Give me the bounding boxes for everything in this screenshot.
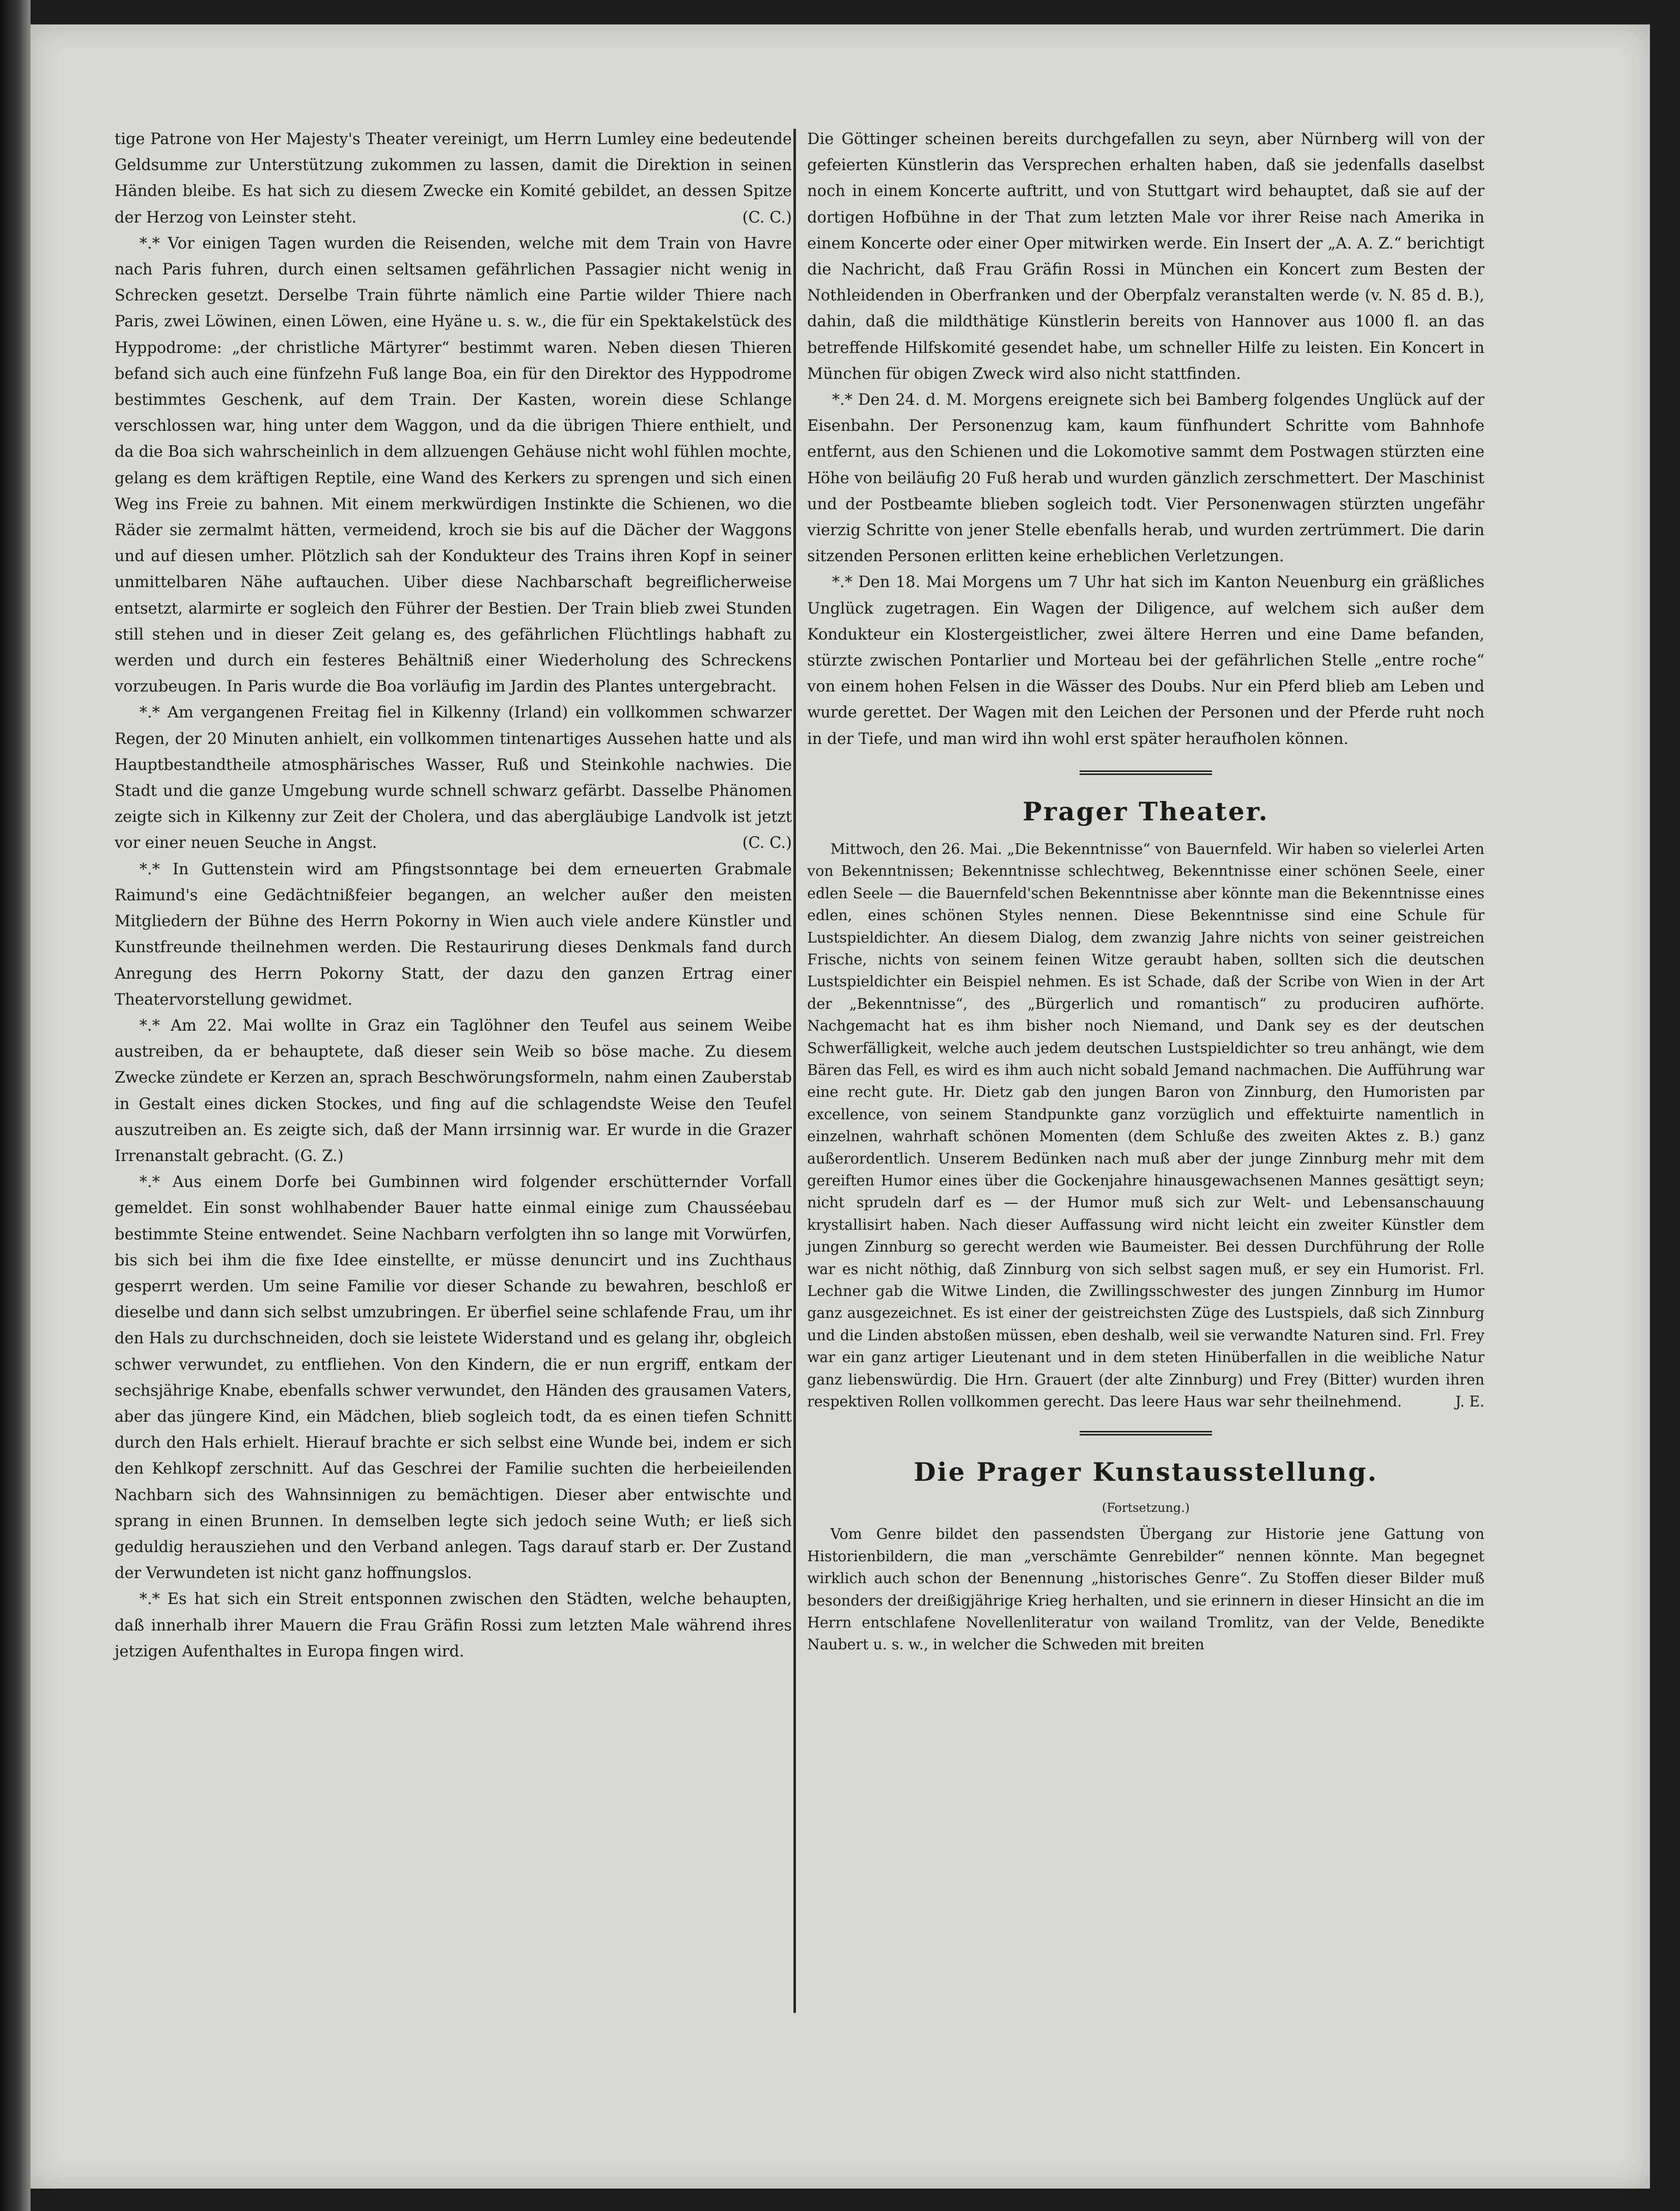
theater-review: Mittwoch, den 26. Mai. „Die Bekenntnisse“ von Bauernfeld. Wir haben so vielerlei Arten von Bekenntnissen; Bekenntnisse schlechtweg, Bekenntnisse einer schönen Seele, einer edlen Seele — die Bauernfeld'schen Bekenntnisse aber könnte man die Bekenntnisse eines edlen, eines schönen Styles nennen. Diese Bekenntnisse sind eine Schule für Lustspieldichter. An diesem Dialog, dem zwanzig Jahre nichts von seiner geistreichen Frische, nichts von seinem feinen Witze geraubt haben, sollten sich die deutschen Lustspieldichter ein Beispiel nehmen. Es ist Schade, daß der Scribe von Wien in der Art der „Bekenntnisse“, des „Bürgerlich und romantisch“ zu produciren aufhörte. Nachgemacht hat es ihm bisher noch Niemand, und Dank sey es der deutschen Schwerfälligkeit, welche auch jedem deutschen Lustspieldichter so treu anhängt, wie dem Bären das Fell, es wird es ihm auch nicht sobald Jemand nachmachen. Die Aufführung war eine recht gute. Hr. Dietz gab den jungen Baron von Zinnburg, den Humoristen par excellence, von seinem Standpunkte ganz vorzüglich und effektuirte namentlich in einzelnen, wahrhaft schönen Momenten (dem Schluße des zweiten Aktes z. B.) ganz außerordentlich. Unserem Bedünken nach muß aber der junge Zinnburg mehr mit dem gereiften Humor eines über die Gockenjahre hinausgewachsenen Mannes gesättigt seyn; nicht sprudeln darf es — der Humor muß sich zur Welt- und Lebensanschauung krystallisirt haben. Nach dieser Auffassung wird nicht leicht ein zweiter Künstler dem jungen Zinnburg so gerecht werden wie Baumeister. Bei dessen Durchführung der Rolle war es nicht nöthig, daß Zinnburg von sich selbst sagen muß, er sey ein Humorist. Frl. Lechner gab die Witwe Linden, die Zwillingsschwester des jungen Zinnburg im Humor ganz ausgezeichnet. Es ist einer der geistreichsten Züge des Lustspiels, daß sich Zinnburg und die Linden abstoßen müssen, eben deshalb, weil sie verwandte Naturen sind. Frl. Frey war ein ganz artiger Lieutenant und in dem steten Hinüberfallen in die weibliche Natur ganz liebenswürdig. Die Hrn. Grauert (der alte Zinnburg) und Frey (Bitter) wurden ihren respektiven Rollen vollkommen gerecht. Das leere Haus war sehr theilnehmend. J. E.	[807, 838, 1484, 1413]
article-paragraph: *.* Am 22. Mai wollte in Graz ein Taglöhner den Teufel aus seinem Weibe austreiben, da er behauptete, daß dieser sein Weib so böse mache. Zu diesem Zwecke zündete er Kerzen an, sprach Beschwörungsformeln, nahm einen Zauberstab in Gestalt eines dicken Stockes, und fing auf die schlagendste Weise den Teufel auszutreiben an. Es zeigte sich, daß der Mann irrsinnig war. Er wurde in die Grazer Irrenanstalt gebracht. (G. Z.)	[115, 1016, 792, 1165]
article-paragraph: *.* In Guttenstein wird am Pfingstsonntage bei dem erneuerten Grabmale Raimund's eine Gedächtnißfeier begangen, an welcher außer den meisten Mitgliedern der Bühne des Herrn Pokorny in Wien auch viele andere Künstler und Kunstfreunde theilnehmen werden. Die Restaurirung dieses Denkmals fand durch Anregung des Herrn Pokorny Statt, der dazu den ganzen Ertrag einer Theatervorstellung gewidmet.	[115, 860, 792, 1009]
section-rule	[1080, 770, 1212, 775]
author-signature: (C. C.)	[742, 834, 792, 852]
author-signature: (C. C.)	[742, 208, 792, 227]
author-signature: J. E.	[1455, 1393, 1484, 1411]
article-paragraph: Die Göttinger scheinen bereits durchgefallen zu seyn, aber Nürnberg will von der gefeierten Künstlerin das Versprechen erhalten haben, daß sie jedenfalls daselbst noch in einem Koncerte auftritt, und von Stuttgart wird behauptet, daß sie auf der dortigen Hofbühne in der That zum letzten Male vor ihrer Reise nach Amerika in einem Koncerte oder einer Oper mitwirken werde. Ein Insert der „A. A. Z.“ berichtigt die Nachricht, daß Frau Gräfin Rossi in München ein Koncert zum Besten der Nothleidenden in Oberfranken und der Oberpfalz veranstalten werde (v. N. 85 d. B.), dahin, daß die mildthätige Künstlerin bereits von Hannover aus 1000 fl. an das betreffende Hilfskomité gesendet habe, um schneller Hilfe zu leisten. Ein Koncert in München für obigen Zweck wird also nicht stattfinden.	[807, 130, 1484, 383]
art-review: Vom Genre bildet den passendsten Übergang zur Historie jene Gattung von Historienbildern, die man „verschämte Genrebilder“ nennen könnte. Man begegnet wirklich auch schon der Benennung „historisches Genre“. Zu Stoffen dieser Bilder muß besonders der dreißigjährige Krieg herhalten, und sie erinnern in dieser Hinsicht an die im Herrn entschlafene Novellenliteratur von wailand Tromlitz, van der Velde, Benedikte Naubert u. s. w., in welcher die Schweden mit breiten	[807, 1526, 1484, 1653]
article-paragraph: *.* Am vergangenen Freitag fiel in Kilkenny (Irland) ein vollkommen schwarzer Regen, der 20 Minuten anhielt, ein vollkommen tintenartiges Aussehen hatte und als Hauptbestandtheile atmosphärisches Wasser, Ruß und Steinkohle nachwies. Die Stadt und die ganze Umgebung wurde schnell schwarz gefärbt. Dasselbe Phänomen zeigte sich in Kilkenny zur Zeit der Cholera, und das abergläubige Landvolk ist jetzt vor einer neuen Seuche in Angst. (C. C.)	[115, 700, 792, 856]
section-rule	[1080, 1431, 1212, 1435]
article-paragraph: *.* Vor einigen Tagen wurden die Reisenden, welche mit dem Train von Havre nach Paris fuhren, durch einen seltsamen gefährlichen Passagier nicht wenig in Schrecken gesetzt. Derselbe Train führte nämlich eine Partie wilder Thiere nach Paris, zwei Löwinen, einen Löwen, eine Hyäne u. s. w., die für ein Spektakelstück des Hyppodrome: „der christliche Märtyrer“ bestimmt waren. Neben diesen Thieren befand sich auch eine fünfzehn Fuß lange Boa, ein für den Direktor des Hyppodrome bestimmtes Geschenk, auf dem Train. Der Kasten, worein diese Schlange verschlossen war, hing unter dem Waggon, und da die übrigen Thiere enthielt, und da die Boa sich wahrscheinlich in dem allzuengen Gehäuse nicht wohl fühlen mochte, gelang es dem kräftigen Reptile, eine Wand des Kerkers zu sprengen und sich einen Weg ins Freie zu bahnen. Mit einem merkwürdigen Instinkte die Schienen, wo die Räder sie zermalmt hätten, vermeidend, kroch sie bis auf die Dächer der Waggons und auf diesen umher. Plötzlich sah der Kondukteur des Trains ihren Kopf in seiner unmittelbaren Nähe auftauchen. Uiber diese Nachbarschaft begreiflicherweise entsetzt, alarmirte er sogleich den Führer der Bestien. Der Train blieb zwei Stunden still stehen und in dieser Zeit gelang es, des gefährlichen Flüchtlings habhaft zu werden und durch ein festeres Behältniß einer Wiederholung des Schreckens vorzubeugen. In Paris wurde die Boa vorläufig im Jardin des Plantes untergebracht.	[115, 234, 792, 696]
section-heading-art-exhibition: Die Prager Kunstausstellung.	[914, 1457, 1378, 1487]
section-subtitle: (Fortsetzung.)	[1101, 1501, 1190, 1515]
newspaper-page	[31, 24, 1650, 2189]
right-column	[807, 126, 1484, 1656]
section-heading-theater: Prager Theater.	[1023, 796, 1269, 826]
column-divider	[793, 129, 796, 2013]
article-paragraph: *.* Es hat sich ein Streit entsponnen zwischen den Städten, welche behaupten, daß innerhalb ihrer Mauern die Frau Gräfin Rossi zum letzten Male während ihres jetzigen Aufenthaltes in Europa fingen wird.	[115, 1590, 792, 1661]
article-paragraph: *.* Aus einem Dorfe bei Gumbinnen wird folgender erschütternder Vorfall gemeldet. Ein sonst wohlhabender Bauer hatte einmal einige zum Chausséebau bestimmte Steine entwendet. Seine Nachbarn verfolgten ihn so lange mit Vorwürfen, bis sich bei ihm die fixe Idee einstellte, er müsse denuncirt und ins Zuchthaus gesperrt werden. Um seine Familie vor dieser Schande zu bewahren, beschloß er dieselbe und dann sich selbst umzubringen. Er überfiel seine schlafende Frau, um ihr den Hals zu durchschneiden, doch sie leistete Widerstand und es gelang ihr, obgleich schwer verwundet, zu entfliehen. Von den Kindern, die er nun ergriff, entkam der sechsjährige Knabe, ebenfalls schwer verwundet, den Händen des grausamen Vaters, aber das jüngere Kind, ein Mädchen, blieb sogleich todt, da es einen tiefen Schnitt durch den Hals erhielt. Hierauf brachte er sich selbst eine Wunde bei, indem er sich den Kehlkopf zerschnitt. Auf das Geschrei der Familie suchten die herbeieilenden Nachbarn sich des Wahnsinnigen zu bemächtigen. Dieser aber entwischte und sprang in einen Brunnen. In demselben legte sich jedoch seine Wuth; er ließ sich geduldig herausziehen und den Verband anlegen. Tags darauf starb er. Der Zustand der Verwundeten ist nicht ganz hoffnungslos.	[115, 1173, 792, 1583]
author-signature: (G. Z.)	[294, 1147, 344, 1165]
article-paragraph: tige Patrone von Her Majesty's Theater vereinigt, um Herrn Lumley eine bedeutende Geldsumme zur Unterstützung zukommen zu lassen, damit die Direktion in seinen Händen bleibe. Es hat sich zu diesem Zwecke ein Komité gebildet, an dessen Spitze der Herzog von Leinster steht. (C. C.)	[115, 126, 792, 231]
left-column	[115, 126, 792, 1665]
binding-edge	[0, 0, 31, 2211]
article-paragraph: *.* Den 24. d. M. Morgens ereignete sich bei Bamberg folgendes Unglück auf der Eisenbahn. Der Personenzug kam, kaum fünfhundert Schritte vom Bahnhofe entfernt, aus den Schienen und die Lokomotive sammt dem Postwagen stürzten eine Höhe von beiläufig 20 Fuß herab und wurden gänzlich zerschmettert. Der Maschinist und der Postbeamte blieben sogleich todt. Vier Personenwagen stürzten ungefähr vierzig Schritte von jener Stelle ebenfalls herab, und wurden zertrümmert. Die darin sitzenden Personen erlitten keine erheblichen Verletzungen.	[807, 391, 1484, 566]
article-paragraph: *.* Den 18. Mai Morgens um 7 Uhr hat sich im Kanton Neuenburg ein gräßliches Unglück zugetragen. Ein Wagen der Diligence, auf welchem sich außer dem Kondukteur ein Klostergeistlicher, zwei ältere Herren und eine Dame befanden, stürzte zwischen Pontarlier und Morteau bei der gefährlichen Stelle „entre roche“ von einem hohen Felsen in die Wässer des Doubs. Nur ein Pferd blieb am Leben und wurde gerettet. Der Wagen mit den Leichen der Personen und der Pferde ruht noch in der Tiefe, und man wird ihn wohl erst später heraufholen können.	[807, 573, 1484, 748]
